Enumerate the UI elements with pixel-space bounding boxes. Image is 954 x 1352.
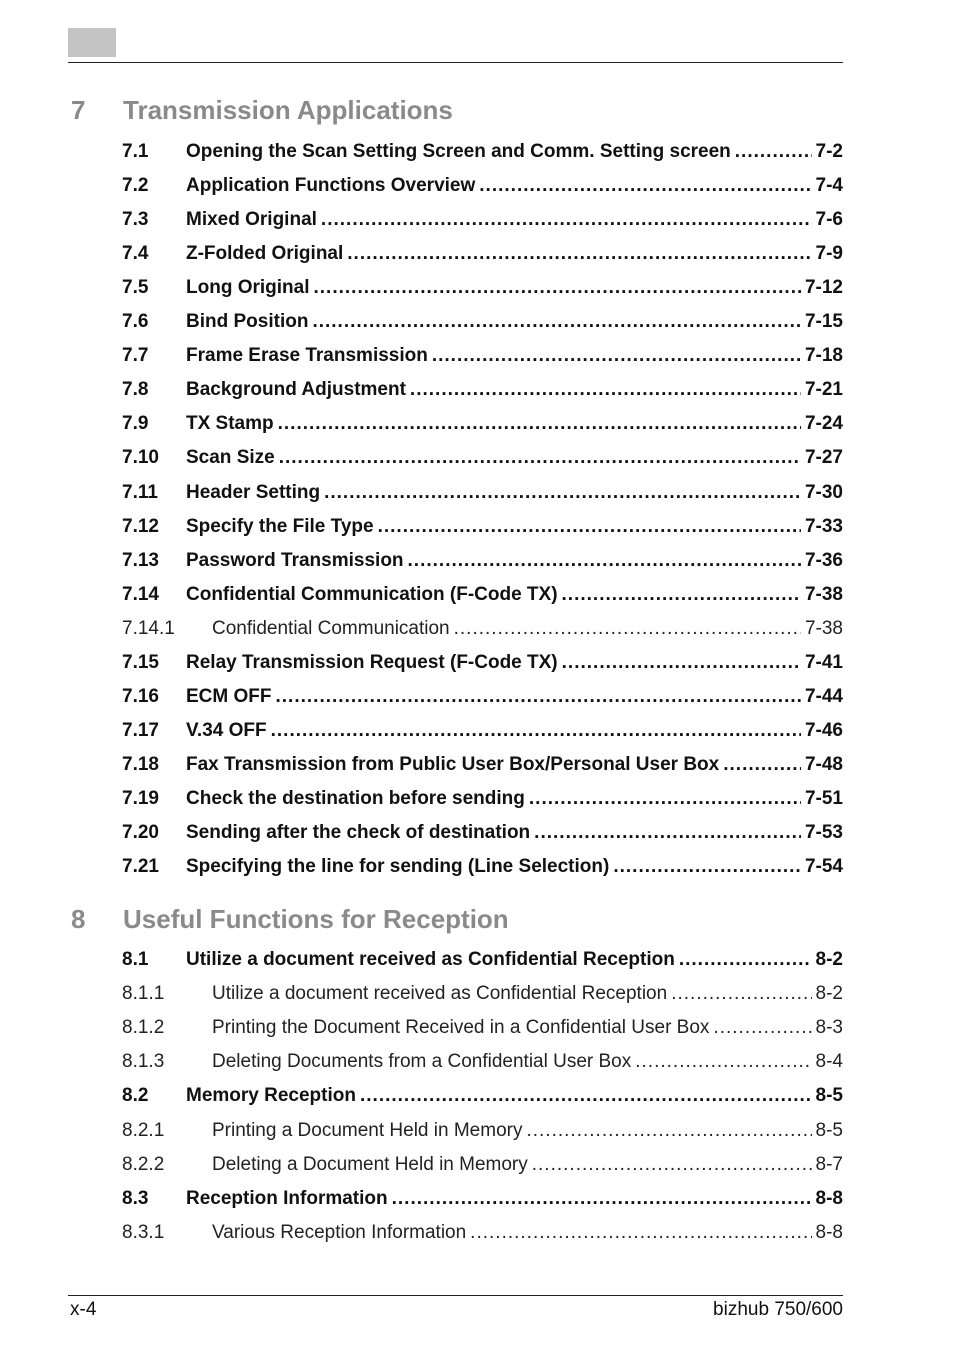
toc-entry-title: Utilize a document received as Confidential Reception xyxy=(212,983,668,1005)
toc-entry-page: 7-6 xyxy=(815,209,843,231)
toc-entry-title: Reception Information xyxy=(186,1187,388,1209)
toc-entry[interactable] xyxy=(122,718,843,744)
dot-leader xyxy=(635,1049,811,1075)
toc-entry-body xyxy=(186,139,843,165)
toc-entry-body xyxy=(186,309,843,335)
toc-entry-page: 7-48 xyxy=(804,753,843,775)
dot-leader xyxy=(378,514,801,540)
toc-entry-title: Frame Erase Transmission xyxy=(186,345,428,367)
toc-entry-title: Specifying the line for sending (Line Selection) xyxy=(186,856,610,878)
toc-entry[interactable] xyxy=(122,173,843,199)
toc-entry-title: Long Original xyxy=(186,277,310,299)
toc-entry[interactable] xyxy=(122,616,843,642)
toc-entry[interactable] xyxy=(122,241,843,267)
toc-entry-page: 7-9 xyxy=(815,243,843,265)
toc-entry[interactable] xyxy=(122,377,843,403)
toc-entry-number: 8.3.1 xyxy=(122,1221,165,1243)
toc-entry-body xyxy=(212,1049,843,1075)
toc-entry[interactable] xyxy=(122,548,843,574)
toc-entry-number: 7.2 xyxy=(122,175,149,197)
toc-entry-body xyxy=(186,1083,843,1109)
toc-entry-page: 7-53 xyxy=(804,822,843,843)
toc-entry-number: 7.16 xyxy=(122,685,159,707)
toc-entry-number: 7.11 xyxy=(122,481,158,503)
toc-entry[interactable] xyxy=(122,1015,843,1041)
toc-entry-page: 7-2 xyxy=(815,141,843,162)
chapter-number: 8 xyxy=(71,904,86,934)
toc-entry-page: 8-5 xyxy=(815,1119,843,1141)
toc-entry-number: 7.7 xyxy=(122,345,149,367)
dot-leader xyxy=(392,1186,812,1212)
toc-entry-title: Fax Transmission from Public User Box/Personal User Box xyxy=(186,753,720,775)
dot-leader xyxy=(276,684,801,710)
toc-entry-body xyxy=(212,1220,843,1246)
toc-entry-body xyxy=(186,480,843,506)
chapter-title: Useful Functions for Reception xyxy=(123,904,509,934)
header-tab-block xyxy=(68,28,116,57)
toc-entry[interactable] xyxy=(122,684,843,710)
toc-entry-title: Check the destination before sending xyxy=(186,787,525,809)
toc-entry-body xyxy=(186,854,843,880)
toc-entry-body xyxy=(212,1118,843,1144)
toc-entry-title: Deleting Documents from a Confidential User Box xyxy=(212,1051,632,1073)
toc-entry-page: 7-54 xyxy=(804,856,843,878)
toc-entry-title: Printing the Document Received in a Confidential User Box xyxy=(212,1017,710,1039)
toc-entry-number: 8.1.1 xyxy=(122,983,165,1005)
toc-entry-page: 7-15 xyxy=(804,311,843,333)
dot-leader xyxy=(671,981,811,1007)
toc-entry-page: 8-7 xyxy=(815,1153,843,1175)
dot-leader xyxy=(324,480,801,506)
dot-leader xyxy=(613,854,801,880)
toc-entry-number: 8.2.1 xyxy=(122,1119,165,1141)
toc-entry-number: 8.1.2 xyxy=(122,1017,165,1039)
toc-entry[interactable] xyxy=(122,445,843,471)
toc-entry-page: 7-21 xyxy=(804,379,843,401)
toc-entry-number: 8.2.2 xyxy=(122,1153,165,1175)
dot-leader xyxy=(410,377,801,403)
toc-entry-number: 7.19 xyxy=(122,787,159,809)
dot-leader xyxy=(534,820,801,846)
toc-entry-title: Application Functions Overview xyxy=(186,175,476,197)
toc-entry-number: 7.3 xyxy=(122,209,149,231)
toc-entry-body xyxy=(212,1152,843,1178)
toc-entry-page: 7-51 xyxy=(804,787,843,809)
toc-entry[interactable] xyxy=(122,207,843,233)
toc-entry-page: 7-18 xyxy=(804,345,843,367)
toc-entry-body xyxy=(186,820,843,846)
toc-entry-body xyxy=(186,173,843,199)
toc-entry-body xyxy=(186,275,843,301)
toc-entry-number: 7.20 xyxy=(122,822,159,843)
toc-entry[interactable] xyxy=(122,411,843,437)
dot-leader xyxy=(321,207,812,233)
dot-leader xyxy=(562,582,801,608)
toc-entry-body xyxy=(186,343,843,369)
toc-entry[interactable] xyxy=(122,139,843,165)
toc-entry-body xyxy=(212,1015,843,1041)
dot-leader xyxy=(532,1152,812,1178)
toc-entry-title: Sending after the check of destination xyxy=(186,822,531,843)
toc-entry-body xyxy=(212,616,843,642)
toc-entry-number: 7.1 xyxy=(122,141,149,162)
toc-entry-body xyxy=(186,786,843,812)
toc-entry-body xyxy=(186,718,843,744)
toc-entry-title: Password Transmission xyxy=(186,549,404,571)
toc-entry-number: 7.17 xyxy=(122,719,159,741)
dot-leader xyxy=(526,1118,811,1144)
toc-entry-page: 8-5 xyxy=(815,1085,843,1107)
toc-entry[interactable] xyxy=(122,650,843,676)
dot-leader xyxy=(562,650,801,676)
toc-entry-page: 7-24 xyxy=(804,413,843,435)
toc-entry-page: 7-44 xyxy=(804,685,843,707)
toc-entry-title: Confidential Communication xyxy=(212,617,450,639)
toc-entry-number: 7.18 xyxy=(122,753,159,775)
toc-entry-number: 7.4 xyxy=(122,243,149,265)
toc-entry-number: 8.1 xyxy=(122,949,149,970)
toc-entry[interactable] xyxy=(122,480,843,506)
toc-entry[interactable] xyxy=(122,1118,843,1144)
dot-leader xyxy=(529,786,801,812)
toc-entry-page: 7-46 xyxy=(804,719,843,741)
dot-leader xyxy=(271,718,801,744)
dot-leader xyxy=(432,343,801,369)
toc-entry-body xyxy=(186,752,843,778)
dot-leader xyxy=(470,1220,811,1246)
toc-entry-title: Opening the Scan Setting Screen and Comm. Setting screen xyxy=(186,141,731,162)
dot-leader xyxy=(713,1015,811,1041)
toc-entry-title: Confidential Communication (F-Code TX) xyxy=(186,583,558,605)
footer-rule xyxy=(68,1295,843,1296)
toc-entry[interactable] xyxy=(122,947,843,973)
toc-entry-body xyxy=(186,514,843,540)
chapter-number: 7 xyxy=(71,95,86,125)
dot-leader xyxy=(479,173,811,199)
toc-entry-number: 8.1.3 xyxy=(122,1051,165,1073)
toc-entry[interactable] xyxy=(122,1186,843,1212)
toc-entry-number: 7.8 xyxy=(122,379,149,401)
toc-entry-number: 7.9 xyxy=(122,413,149,435)
toc-entry-title: Utilize a document received as Confidential Reception xyxy=(186,949,675,970)
toc-entry-body xyxy=(212,981,843,1007)
toc-entry[interactable] xyxy=(122,854,843,880)
toc-entry-page: 7-33 xyxy=(804,515,843,537)
toc-entry-title: Header Setting xyxy=(186,481,321,503)
dot-leader xyxy=(723,752,801,778)
toc-entry[interactable] xyxy=(122,309,843,335)
toc-entry-title: Z-Folded Original xyxy=(186,243,344,265)
footer-page-number: x-4 xyxy=(70,1299,97,1320)
toc-entry-number: 8.3 xyxy=(122,1187,149,1209)
toc-entry[interactable] xyxy=(122,343,843,369)
toc-entry-title: Scan Size xyxy=(186,447,275,469)
toc-entry-title: Mixed Original xyxy=(186,209,317,231)
toc-entry-number: 7.6 xyxy=(122,311,149,333)
toc-entry-page: 7-36 xyxy=(804,549,843,571)
toc-entry-body xyxy=(186,582,843,608)
dot-leader xyxy=(408,548,801,574)
toc-entry[interactable] xyxy=(122,981,843,1007)
toc-entry-body xyxy=(186,445,843,471)
dot-leader xyxy=(312,309,801,335)
toc-entry[interactable] xyxy=(122,1083,843,1109)
footer-product-name: bizhub 750/600 xyxy=(713,1299,843,1320)
toc-entry-body xyxy=(186,650,843,676)
toc-entry-title: Relay Transmission Request (F-Code TX) xyxy=(186,651,558,673)
toc-entry-page: 7-41 xyxy=(804,651,843,673)
chapter-title: Transmission Applications xyxy=(123,95,453,125)
toc-entry-title: TX Stamp xyxy=(186,413,274,435)
toc-entry-title: Deleting a Document Held in Memory xyxy=(212,1153,528,1175)
toc-entry-number: 7.5 xyxy=(122,277,149,299)
toc-entry-body xyxy=(186,411,843,437)
toc-entry[interactable] xyxy=(122,582,843,608)
header-rule xyxy=(68,62,843,63)
toc-entry-body xyxy=(186,1186,843,1212)
toc-entry[interactable] xyxy=(122,752,843,778)
dot-leader xyxy=(454,616,801,642)
toc-entry-number: 7.12 xyxy=(122,515,159,537)
dot-leader xyxy=(735,139,812,165)
toc-entry-body xyxy=(186,207,843,233)
toc-entry-page: 8-8 xyxy=(815,1221,843,1243)
toc-entry-title: Specify the File Type xyxy=(186,515,374,537)
toc-entry[interactable] xyxy=(122,1049,843,1075)
toc-entry-page: 8-2 xyxy=(815,983,843,1005)
toc-entry-title: Memory Reception xyxy=(186,1085,356,1107)
toc-entry-body xyxy=(186,548,843,574)
toc-entry-title: Printing a Document Held in Memory xyxy=(212,1119,523,1141)
toc-entry-page: 7-30 xyxy=(804,481,843,503)
toc-entry[interactable] xyxy=(122,514,843,540)
toc-entry-title: Bind Position xyxy=(186,311,309,333)
toc-entry-number: 7.15 xyxy=(122,651,159,673)
toc-entry-title: Background Adjustment xyxy=(186,379,406,401)
toc-entry-title: Various Reception Information xyxy=(212,1221,467,1243)
dot-leader xyxy=(347,241,811,267)
toc-entry[interactable] xyxy=(122,820,843,846)
toc-entry-page: 7-4 xyxy=(815,175,843,197)
toc-entry[interactable] xyxy=(122,1220,843,1246)
toc-entry-number: 7.10 xyxy=(122,447,159,469)
toc-entry-body xyxy=(186,684,843,710)
toc-entry-page: 7-38 xyxy=(804,583,843,605)
toc-entry-page: 8-4 xyxy=(815,1051,843,1073)
toc-entry-page: 8-2 xyxy=(815,949,843,970)
dot-leader xyxy=(278,411,801,437)
toc-entry-title: ECM OFF xyxy=(186,685,272,707)
toc-entry-body xyxy=(186,241,843,267)
toc-entry-number: 7.21 xyxy=(122,856,159,878)
toc-entry-number: 7.13 xyxy=(122,549,159,571)
dot-leader xyxy=(279,445,801,471)
dot-leader xyxy=(360,1083,812,1109)
toc-entry-body xyxy=(186,377,843,403)
toc-entry-title: V.34 OFF xyxy=(186,719,267,741)
toc-entry-page: 7-27 xyxy=(804,447,843,469)
toc-entry-number: 7.14 xyxy=(122,583,159,605)
toc-entry[interactable] xyxy=(122,275,843,301)
dot-leader xyxy=(679,947,812,973)
toc-entry[interactable] xyxy=(122,1152,843,1178)
dot-leader xyxy=(314,275,801,301)
toc-entry-body xyxy=(186,947,843,973)
toc-entry[interactable] xyxy=(122,786,843,812)
toc-entry-page: 7-38 xyxy=(804,617,843,639)
toc-entry-page: 8-3 xyxy=(815,1017,843,1039)
toc-entry-page: 8-8 xyxy=(815,1187,843,1209)
toc-entry-number: 7.14.1 xyxy=(122,617,175,639)
toc-entry-number: 8.2 xyxy=(122,1085,149,1107)
toc-entry-page: 7-12 xyxy=(804,277,843,299)
